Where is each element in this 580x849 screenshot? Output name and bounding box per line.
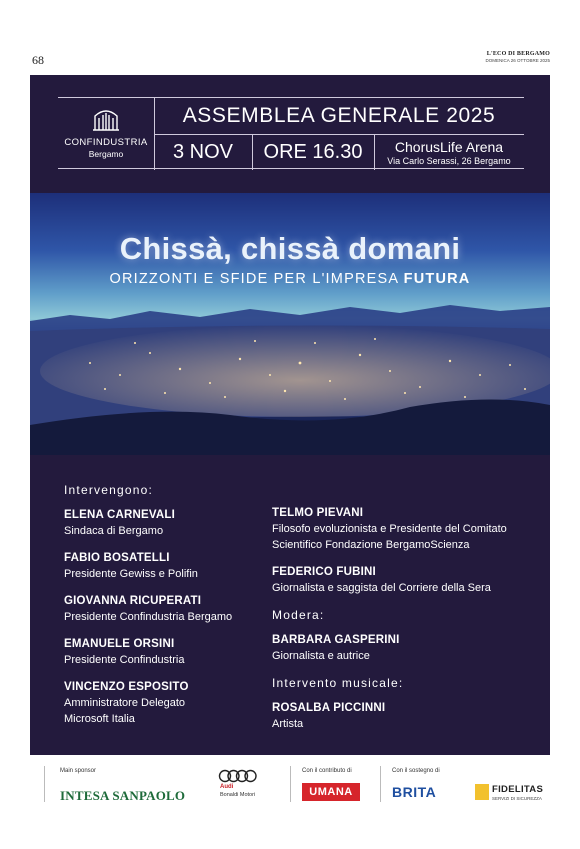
speaker-role: Scientifico Fondazione BergamoScienza xyxy=(272,539,470,551)
hero-title: Chissà, chissà domani xyxy=(119,231,461,266)
sponsor-strip xyxy=(30,764,550,814)
venue-address: Via Carlo Serassi, 26 Bergamo xyxy=(387,156,511,166)
moderator-name: BARBARA GASPERINI xyxy=(272,634,400,646)
moderator-role: Giornalista e autrice xyxy=(272,650,370,662)
audi-logo-text: Audi xyxy=(220,784,234,790)
speaker-name: FABIO BOSATELLI xyxy=(64,552,170,564)
event-venue xyxy=(374,134,524,170)
logo-subtitle: Bergamo xyxy=(88,149,124,159)
hero-subtitle xyxy=(30,271,550,287)
hero-subtitle-prefix: ORIZZONTI E SFIDE PER L'IMPRESA xyxy=(109,271,399,287)
music-artist-role: Artista xyxy=(272,718,304,730)
music-label: Intervento musicale: xyxy=(272,676,404,690)
speaker-role: Sindaca di Bergamo xyxy=(64,525,164,537)
fidelitas-tagline: SERVIZI DI SICUREZZA xyxy=(492,796,542,801)
divider xyxy=(290,766,291,802)
speaker-role: Filosofo evoluzionista e Presidente del Comitato xyxy=(272,523,507,535)
speakers-column-left xyxy=(64,483,274,739)
fidelitas-logo: FIDELITAS xyxy=(492,784,544,795)
event-time: ORE 16.30 xyxy=(263,141,363,163)
speaker-name: ELENA CARNEVALI xyxy=(64,509,175,521)
speaker-name: FEDERICO FUBINI xyxy=(272,566,376,578)
divider xyxy=(380,766,381,802)
confindustria-emblem-icon xyxy=(91,104,121,134)
speaker-item xyxy=(272,506,542,553)
speaker-item xyxy=(64,680,274,727)
page-number: 68 xyxy=(32,53,44,67)
speaker-name: EMANUELE ORSINI xyxy=(64,638,175,650)
masthead-title: L'ECO DI BERGAMO xyxy=(486,51,550,57)
speaker-name: VINCENZO ESPOSITO xyxy=(64,681,189,693)
speaker-role: Amministratore Delegato xyxy=(64,697,186,709)
venue-name: ChorusLife Arena xyxy=(394,139,504,155)
intesa-sanpaolo-logo: INTESA SANPAOLO xyxy=(60,788,186,803)
masthead-date: DOMENICA 26 OTTOBRE 2025 xyxy=(485,58,550,63)
speaker-item xyxy=(64,508,274,539)
speaker-item xyxy=(64,594,274,625)
hero-image xyxy=(30,193,550,455)
event-date: 3 NOV xyxy=(172,141,234,163)
moderator-label: Modera: xyxy=(272,608,325,622)
audi-dealer: Bonaldi Motori xyxy=(220,792,256,798)
speaker-role: Microsoft Italia xyxy=(64,713,135,725)
contribution-label: Con il contributo di xyxy=(302,768,352,774)
music-artist-name: ROSALBA PICCINNI xyxy=(272,702,386,714)
umana-logo: UMANA xyxy=(302,783,360,801)
speaker-item xyxy=(64,551,274,582)
event-title: ASSEMBLEA GENERALE 2025 xyxy=(182,104,496,127)
speaker-name: TELMO PIEVANI xyxy=(272,507,364,519)
main-sponsor-label: Main sponsor xyxy=(60,768,97,774)
speaker-role: Presidente Gewiss e Polifin xyxy=(64,568,198,580)
masthead xyxy=(486,51,550,63)
speaker-role: Presidente Confindustria xyxy=(64,654,185,666)
speaker-item xyxy=(64,637,274,668)
event-header xyxy=(58,97,524,169)
speaker-name: GIOVANNA RICUPERATI xyxy=(64,595,202,607)
fidelitas-mark-icon xyxy=(475,784,489,800)
speakers-label: Intervengono: xyxy=(64,483,153,497)
speaker-item xyxy=(272,565,542,596)
moderator-item xyxy=(272,633,542,664)
support-label: Con il sostegno di xyxy=(392,768,440,774)
divider xyxy=(44,766,45,802)
brita-logo: BRITA xyxy=(392,784,437,800)
confindustria-logo xyxy=(58,98,154,170)
logo-name: CONFINDUSTRIA xyxy=(64,137,148,148)
speakers-column-right xyxy=(272,483,542,744)
speaker-role: Giornalista e saggista del Corriere della Sera xyxy=(272,582,491,594)
speaker-role: Presidente Confindustria Bergamo xyxy=(64,611,233,623)
audi-rings-icon xyxy=(218,769,258,783)
event-poster xyxy=(30,75,550,755)
music-item xyxy=(272,701,542,732)
hero-subtitle-emphasis: FUTURA xyxy=(403,271,471,287)
